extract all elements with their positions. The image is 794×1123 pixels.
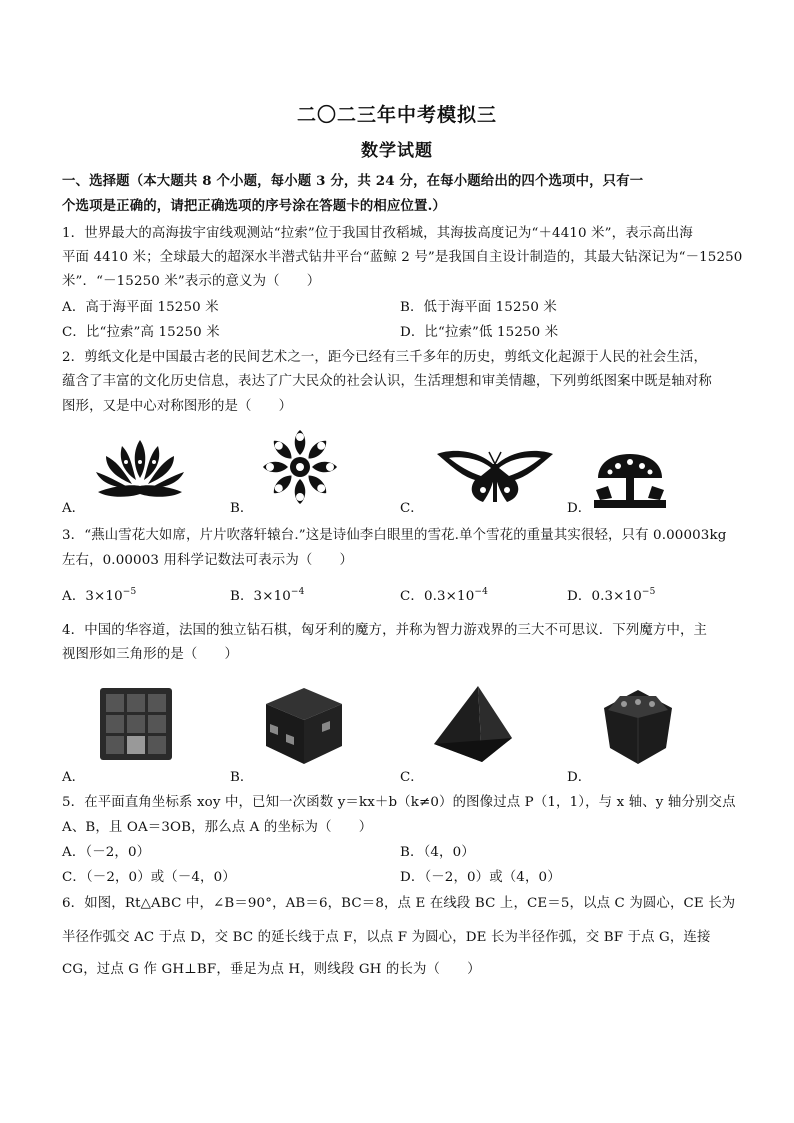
q3-text-line2: 左右，0.00003 用科学记数法可表示为（ ） xyxy=(62,553,354,568)
section-instructions-line1: 一、选择题（本大题共 8 个小题，每小题 3 分，共 24 分，在每小题给出的四个选项中，只有一 xyxy=(62,173,644,189)
q4-label-a: A． xyxy=(62,770,86,785)
q3-option-d: D．$0.3\times 10^{-5}$ xyxy=(567,587,656,604)
dodecahedron-cube-figure xyxy=(598,684,678,768)
q2-label-b: B． xyxy=(230,501,254,516)
q6-text-line1: 6．如图，Rt△ABC 中，∠B＝90°，AB＝6，BC＝8，点 E 在线段 BC 上，CE＝5，以点 C 为圆心，CE 长为 xyxy=(62,896,736,911)
q5-option-a: A．（－2，0） xyxy=(62,845,151,860)
q2-label-d: D． xyxy=(567,501,592,516)
q5-option-b: B．（4，0） xyxy=(400,845,475,860)
q1-option-a: A．高于海平面 15250 米 xyxy=(62,300,219,315)
q2-text-line2: 蕴含了丰富的文化历史信息，表达了广大民众的社会认识，生活理想和审美情趣，下列剪纸图案中既是轴对称 xyxy=(62,374,712,389)
q3-option-a: A．$3\times 10^{-5}$ xyxy=(62,587,137,604)
q1-option-b: B．低于海平面 15250 米 xyxy=(400,300,557,315)
papercut-flower-figure xyxy=(92,432,188,502)
q4-text-line2: 视图形如三角形的是（ ） xyxy=(62,647,239,662)
q5-option-c: C．（－2，0）或（－4，0） xyxy=(62,870,236,885)
page-title: 二〇二三年中考模拟三 xyxy=(296,104,497,126)
q2-label-a: A． xyxy=(62,501,86,516)
q1-text-line2: 平面 4410 米；全球最大的超深水半潜式钻井平台“蓝鲸 2 号”是我国自主设计制造的，其最大钻深记为“－15250 xyxy=(62,250,743,265)
q1-text-line3: 米”．“－15250 米”表示的意义为（ ） xyxy=(62,274,321,289)
q5-text-line2: A、B，且 OA＝3OB，那么点 A 的坐标为（ ） xyxy=(62,820,373,835)
pyramid-cube-figure xyxy=(430,682,516,766)
papercut-snowflake-figure xyxy=(258,428,342,506)
q2-text-line1: 2．剪纸文化是中国最古老的民间艺术之一，距今已经有三千多年的历史，剪纸文化起源于人民的社会生活， xyxy=(62,350,708,365)
q1-text-line1: 1．世界最大的高海拔宇宙线观测站“拉索”位于我国甘孜稻城，其海拔高度记为“＋4410 米”，表示高出海 xyxy=(62,226,693,241)
q5-text-line1: 5．在平面直角坐标系 xoy 中，已知一次函数 y＝kx＋b（k≠0）的图像过点 P（1，1），与 x 轴、y 轴分别交点 xyxy=(62,795,736,810)
q4-label-c: C． xyxy=(400,770,424,785)
q4-label-b: B． xyxy=(230,770,254,785)
q5-option-d: D．（－2，0）或（4，0） xyxy=(400,870,561,885)
q6-text-line3: CG，过点 G 作 GH⊥BF，垂足为点 H，则线段 GH 的长为（ ） xyxy=(62,962,481,977)
q3-option-c: C．$0.3\times 10^{-4}$ xyxy=(400,587,488,604)
papercut-butterfly-figure xyxy=(435,446,555,506)
q1-option-c: C．比“拉索”高 15250 米 xyxy=(62,325,220,340)
cube-front-view-figure xyxy=(96,684,176,764)
papercut-tree-figure xyxy=(590,450,670,510)
page-subtitle: 数学试题 xyxy=(361,141,433,161)
section-instructions-line2: 个选项是正确的，请把正确选项的序号涂在答题卡的相应位置.） xyxy=(62,198,446,214)
q6-text-line2: 半径作弧交 AC 于点 D，交 BC 的延长线于点 F，以点 F 为圆心，DE 长为半径作弧，交 BF 于点 G，连接 xyxy=(62,930,711,945)
q4-text-line1: 4．中国的华容道，法国的独立钻石棋，匈牙利的魔方，并称为智力游戏界的三大不可思议．下列魔方中，主 xyxy=(62,623,708,638)
q4-label-d: D． xyxy=(567,770,592,785)
q2-text-line3: 图形，又是中心对称图形的是（ ） xyxy=(62,399,293,414)
q3-option-b: B．$3\times 10^{-4}$ xyxy=(230,587,305,604)
q1-option-d: D．比“拉索”低 15250 米 xyxy=(400,325,559,340)
q2-label-c: C． xyxy=(400,501,424,516)
q3-text-line1: 3．“燕山雪花大如席，片片吹落轩辕台.”这是诗仙李白眼里的雪花.单个雪花的重量其实很轻，只有 0.00003kg xyxy=(62,528,727,543)
cube-isometric-figure xyxy=(262,684,346,768)
